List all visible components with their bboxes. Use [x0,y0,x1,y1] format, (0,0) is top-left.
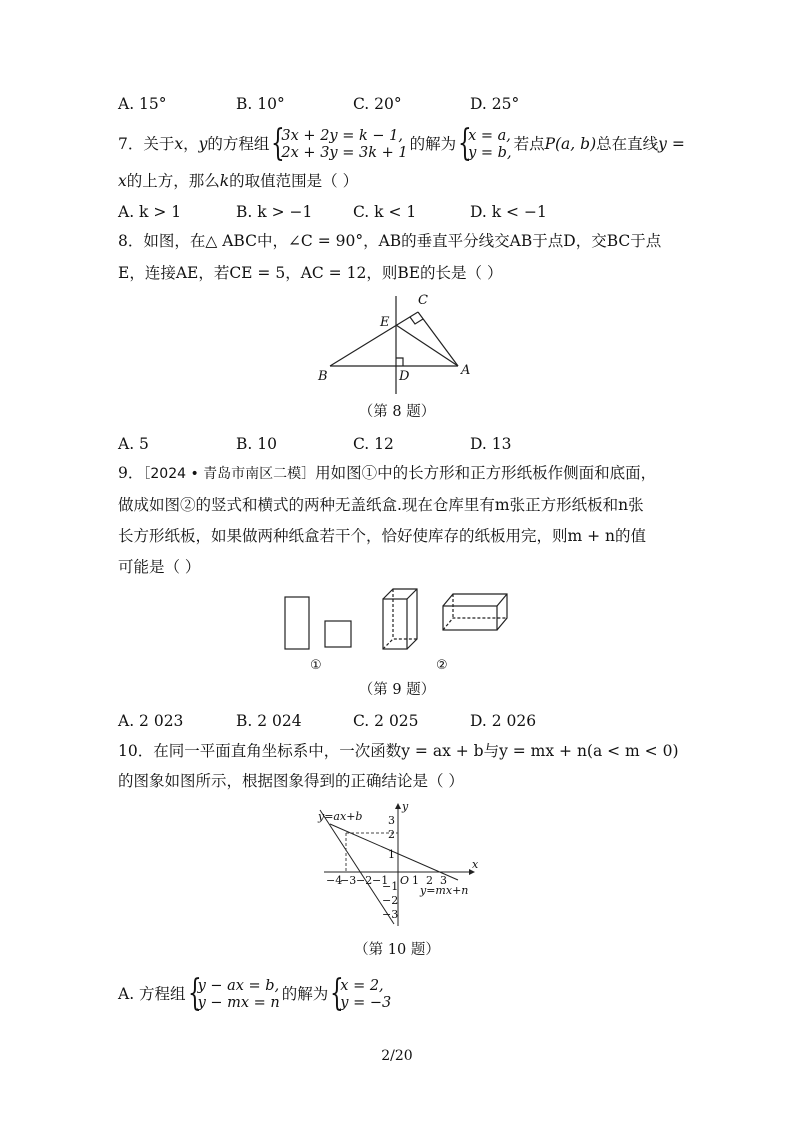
q6-option-b: B. 10° [236,95,285,113]
q8-line-1: 8．如图，在△ ABC中，∠C = 90°，AB的垂直平分线交AB于点D，交BC于点 [118,232,662,250]
segment-ea [396,325,458,366]
q9-line-1 [118,462,656,485]
q9-boxes-figure [280,584,520,676]
q9-line-4: 可能是（ ） [118,558,201,576]
q7-line2-end: 的取值范围是（ ） [229,172,359,190]
q10-optA-eq2: y − mx = n [197,995,280,1011]
q10-optA-eq1: y − ax = b, [197,978,280,994]
x-tick-3: 3 [440,874,447,887]
q7-var-y: y [198,135,208,153]
square-board [325,621,351,647]
q7-point: P(a, b) [544,135,597,153]
y-tick-1: 1 [388,848,395,861]
q8-triangle-figure [310,290,490,400]
q7-line-2 [118,170,358,192]
label-line-ax-plus-b: y=ax+b [318,810,363,823]
q7-option-d: D. k < −1 [470,203,547,221]
right-angle-d [396,358,403,366]
q7-sep: ， [183,135,199,153]
q9-line-3: 长方形纸板，如果做两种纸盒若干个，恰好使库存的纸板用完，则m + n的值 [118,527,647,545]
y-tick-neg3: −3 [382,908,399,921]
q10-line-2: 的图象如图所示，根据图象得到的正确结论是（ ） [118,772,464,790]
q10-optA-equation-system: { y − ax = b, y − mx = n [187,973,280,1014]
figure-label-2: ② [436,658,448,673]
q10-optA-mid: 的解为 [281,985,329,1003]
x-tick-neg3: −3 [340,874,357,887]
q9-option-a: A. 2 023 [118,712,184,730]
q7-equation-system: { 3x + 2y = k − 1, 2x + 3y = 3k + 1 [271,123,408,164]
q7-eq2: 2x + 3y = 3k + 1 [281,145,408,161]
q6-option-a: A. 15° [118,95,167,113]
q7-sol2: y = b, [468,145,512,161]
q8-option-a: A. 5 [118,435,149,453]
vertical-box-front [383,599,407,649]
q8-option-b: B. 10 [236,435,277,453]
page-number: 2/20 [381,1048,413,1064]
q8-line-2: E，连接AE，若CE = 5，AC = 12，则BE的长是（ ） [118,264,503,282]
q9-line-2: 做成如图②的竖式和横式的两种无盖纸盒.现在仓库里有m张正方形纸板和n张 [118,496,644,514]
y-tick-2: 2 [388,828,395,841]
rectangle-board [285,597,309,649]
q6-option-c: C. 20° [353,95,402,113]
q7-eq1: 3x + 2y = k − 1, [281,128,403,144]
x-tick-neg4: −4 [326,874,343,887]
origin-label: O [400,874,410,887]
q10-optA-sol2: y = −3 [340,995,392,1011]
label-e: E [380,315,390,330]
q7-option-a: A. k > 1 [118,203,182,221]
q9-caption: （第 9 题） [358,682,436,698]
q7-option-b: B. k > −1 [236,203,313,221]
y-tick-neg1: −1 [382,880,399,893]
label-line-mx-plus-n: y=mx+n [420,884,469,897]
q10-option-a [118,973,393,1014]
q6-option-d: D. 25° [470,95,520,113]
q7-lead: 7．关于 [118,135,175,153]
y-tick-3: 3 [388,814,395,827]
horizontal-box-edge [497,594,507,606]
q7-line2-x: x [118,172,127,190]
x-tick-1: 1 [412,874,419,887]
q7-line-1 [118,123,685,164]
q7-line2-text: 的上方，那么 [126,172,220,190]
q8-option-d: D. 13 [470,435,512,453]
figure-label-1: ① [310,658,322,673]
q8-option-c: C. 12 [353,435,394,453]
y-tick-neg2: −2 [382,894,399,907]
q9-option-c: C. 2 025 [353,712,419,730]
segment-bc [330,312,418,366]
q9-lead: 9． [118,464,144,482]
x-axis-label: x [472,858,479,871]
q8-caption: （第 8 题） [358,404,436,420]
label-b: B [318,369,328,384]
q10-line-1: 10．在同一平面直角坐标系中，一次函数y = ax + b与y = mx + n(a < m < 0) [118,742,679,760]
vertical-box-edge [407,589,417,599]
q9-line1-rest: 用如图①中的长方形和正方形纸板作侧面和底面， [315,464,657,482]
right-angle-c [410,317,423,324]
q10-coordinate-graph [316,798,486,930]
q9-source-tag: ［2024 • 青岛市南区二模］ [143,466,316,482]
q10-optA-solution-system: { x = 2, y = −3 [330,973,392,1014]
segment-ca [418,312,458,366]
x-tick-2: 2 [426,874,433,887]
q7-text2: 的解为 [409,135,457,153]
q7-sol1: x = a, [468,128,511,144]
q7-text1: 的方程组 [207,135,270,153]
q7-var-k: k [219,172,230,190]
vertical-box-back [383,589,417,649]
q9-option-b: B. 2 024 [236,712,302,730]
q9-option-d: D. 2 026 [470,712,537,730]
label-c: C [418,293,428,308]
y-axis-label: y [402,800,409,813]
q7-option-c: C. k < 1 [353,203,417,221]
label-a: A [461,363,471,378]
q10-optA-sol1: x = 2, [340,978,384,994]
q10-caption: （第 10 题） [354,942,440,958]
q7-text3: 若点 [513,135,545,153]
q7-solution-system: { x = a, y = b, [458,123,512,164]
q7-var-x: x [174,135,184,153]
label-d: D [399,369,410,384]
q7-text4: 总在直线 [596,135,659,153]
x-tick-neg2: −2 [356,874,373,887]
x-tick-neg1: −1 [372,874,389,887]
q10-optA-lead: A. 方程组 [118,985,186,1003]
q7-line-eq: y = [658,135,685,153]
